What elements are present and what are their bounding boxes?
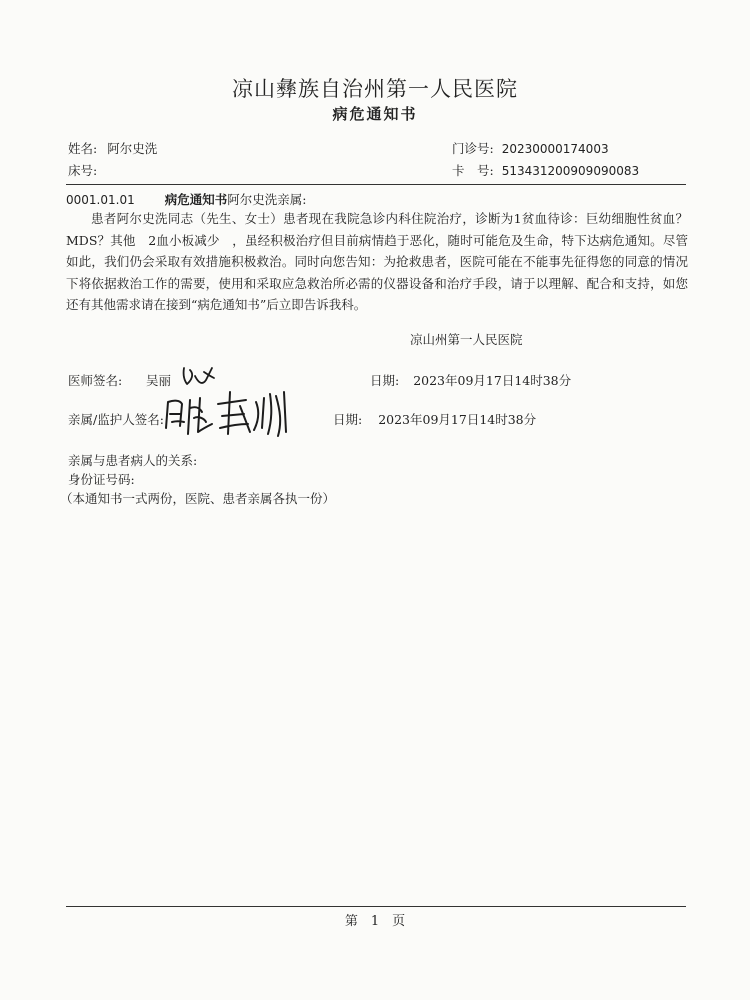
relative-handwritten-signature xyxy=(160,388,300,440)
page-number: 第 1 页 xyxy=(344,914,406,929)
bed-number-label: 床号: xyxy=(68,163,98,178)
relative-date-label: 日期: xyxy=(333,412,363,427)
clinic-number-label: 门诊号: xyxy=(452,141,494,156)
footer-divider xyxy=(66,906,686,907)
patient-name-field xyxy=(68,139,157,157)
doctor-date-value: 2023年09月17日14时38分 xyxy=(413,373,572,388)
notice-paragraph: 患者阿尔史洗同志（先生、女士）患者现在我院急诊内科住院治疗，诊断为1贫血待诊：巨幼细胞性贫血？MDS？其他 2血小板减少 ，虽经积极治疗但目前病情趋于恶化，随时可能危及生命，特下达病危通知。尽管如此，我们仍会采取有效措施积极救治。同时向您告知：为抢救患者，医院可能在不能事先征得您的同意的情况下将依据救治工作的需要，使用和采取应急救治所必需的仪器设备和治疗手段，请于以理解、配合和支持，如您还有其他需求请在接到“病危通知书”后立即告诉我科。 xyxy=(66,211,688,312)
clinic-number-field xyxy=(452,139,609,157)
clinic-number-value: 20230000174003 xyxy=(501,142,609,156)
doctor-date-label: 日期: xyxy=(370,373,400,388)
doctor-handwritten-signature xyxy=(180,364,220,390)
issuer-name: 凉山州第一人民医院 xyxy=(410,332,523,347)
doctor-signature-label: 医师签名: xyxy=(68,373,123,388)
hospital-name: 凉山彝族自治州第一人民医院 xyxy=(232,77,518,101)
notice-code: 0001.01.01 xyxy=(66,193,135,207)
patient-name-value: 阿尔史洗 xyxy=(107,141,158,156)
relation-label: 亲属与患者病人的关系: xyxy=(68,453,198,468)
document-title: 病危通知书 xyxy=(332,105,418,123)
doctor-date-field xyxy=(370,371,571,389)
notice-heading: 病危通知书 xyxy=(164,192,228,207)
doctor-name: 吴丽 xyxy=(146,373,172,388)
relative-date-value: 2023年09月17日14时38分 xyxy=(378,412,537,427)
card-number-field xyxy=(452,161,639,179)
notice-body xyxy=(66,208,688,316)
relative-date-field xyxy=(333,410,536,428)
card-number-label: 卡 号: xyxy=(452,163,494,178)
relative-signature-label: 亲属/监护人签名: xyxy=(68,412,164,427)
header-divider xyxy=(66,184,686,185)
bed-number-field xyxy=(68,161,97,179)
patient-name-label: 姓名: xyxy=(68,141,98,156)
copies-note: （本通知书一式两份，医院、患者亲属各执一份） xyxy=(60,491,336,506)
card-number-value: 513431200909090083 xyxy=(501,164,640,178)
notice-recipient: 阿尔史洗亲属: xyxy=(227,192,307,207)
notice-heading-line xyxy=(66,190,306,208)
id-number-label: 身份证号码: xyxy=(68,472,135,487)
